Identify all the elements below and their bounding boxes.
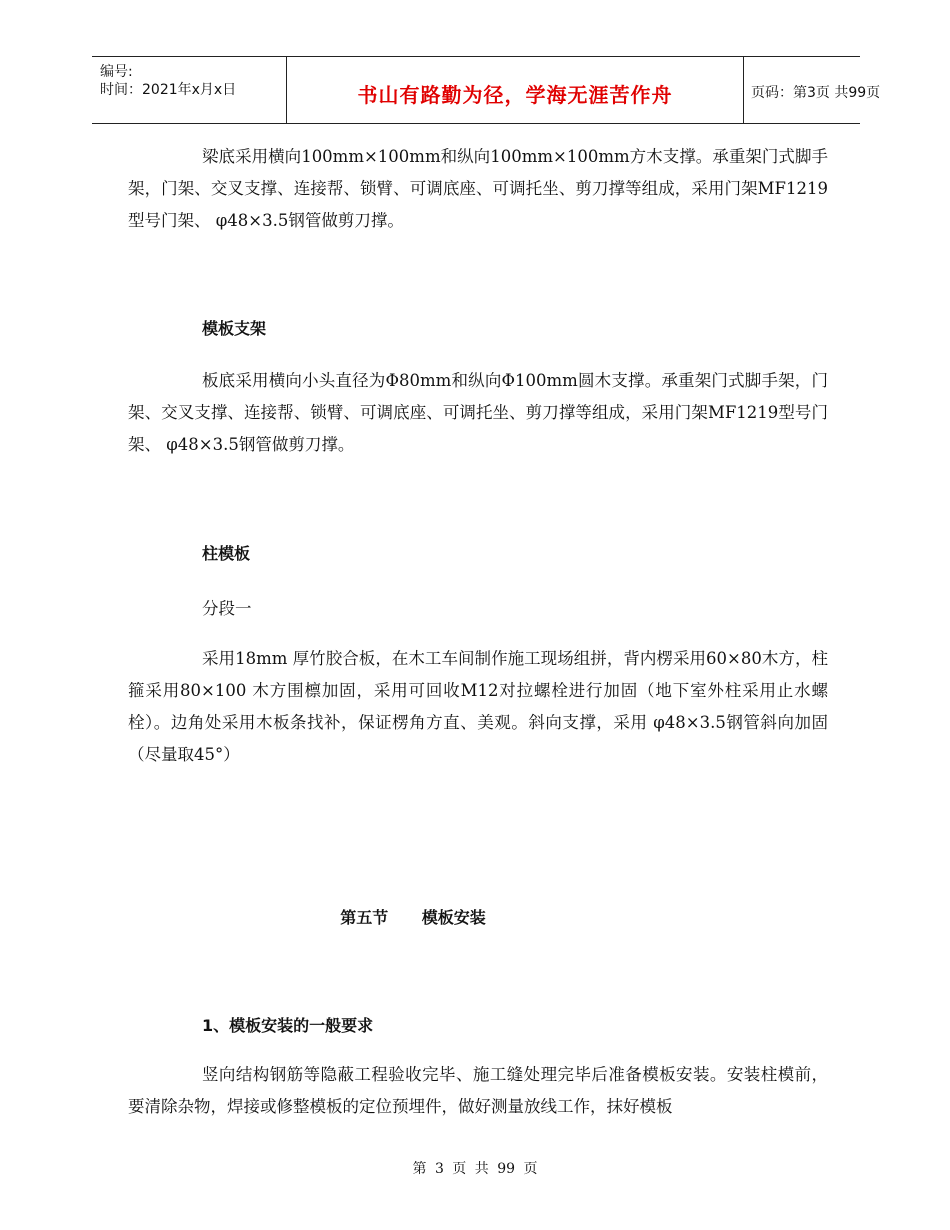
paragraph-installation: 竖向结构钢筋等隐蔽工程验收完毕、施工缝处理完毕后准备模板安装。安装柱模前，要清除杂物，焊接或修整模板的定位预埋件，做好测量放线工作，抹好模板 — [128, 1065, 828, 1116]
page-footer: 第 3 页 共 99 页 — [412, 1161, 538, 1177]
header-meta — [92, 57, 286, 123]
time-label: 时间：2021年x月x日 — [100, 82, 237, 98]
page-number-label: 页码：第3页 共99页 — [751, 85, 881, 101]
heading-general-requirements: 1、模板安装的一般要求 — [202, 1016, 374, 1035]
paragraph-beam-support: 梁底采用横向100mm×100mm和纵向100mm×100mm方木支撑。承重架门式脚手架，门架、交叉支撑、连接帮、锁臂、可调底座、可调托坐、剪刀撑等组成，采用门架MF1219型号门架、 φ48×3.5钢管做剪刀撑。 — [128, 147, 828, 230]
header-page-cell — [743, 57, 881, 123]
section-title: 第五节 模板安装 — [340, 908, 486, 927]
paragraph-column-formwork: 采用18mm 厚竹胶合板，在木工车间制作施工现场组拼，背内楞采用60×80木方，柱箍采用80×100 木方围檩加固，采用可回收M12对拉螺栓进行加固（地下室外柱采用止水螺栓）。边角处采用木板条找补，保证楞角方直、美观。斜向支撑，采用 φ48×3.5钢管斜向加固（尽量取45°） — [128, 649, 828, 764]
heading-formwork-support: 模板支架 — [202, 319, 267, 338]
header-motto-cell — [286, 57, 744, 123]
serial-label: 编号: — [100, 64, 133, 80]
motto: 书山有路勤为径，学海无涯苦作舟 — [357, 82, 673, 107]
heading-column-formwork: 柱模板 — [202, 544, 251, 563]
paragraph-slab-support: 板底采用横向小头直径为Φ80mm和纵向Φ100mm圆木支撑。承重架门式脚手架，门架、交叉支撑、连接帮、锁臂、可调底座、可调托坐、剪刀撑等组成，采用门架MF1219型号门架、 φ48×3.5钢管做剪刀撑。 — [128, 371, 828, 454]
page-header — [92, 56, 881, 124]
segment-label: 分段一 — [202, 599, 252, 618]
